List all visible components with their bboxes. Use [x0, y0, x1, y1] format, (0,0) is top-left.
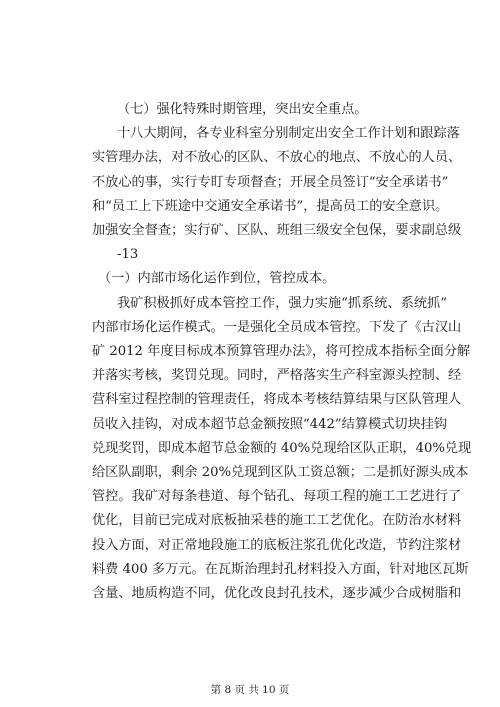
body-line: 实管理办法，对不放心的区队、不放心的地点、不放心的人员、	[92, 150, 462, 165]
body-line: （七）强化特殊时期管理，突出安全重点。	[117, 102, 368, 117]
body-line: 给区队副职，剩余 20%兑现到区队工资总额；二是抓好源头成本	[92, 465, 469, 480]
body-line: 和“员工上下班途中交通安全承诺书”，提高员工的安全意识。	[92, 199, 449, 214]
body-line: 营科室过程控制的管理责任，将成本考核结算结果与区队管理人	[92, 392, 462, 407]
body-line: 含量、地质构造不同，优化改良封孔技术，逐步减少合成树脂和	[92, 586, 462, 601]
body-line: 并落实考核，奖罚兑现。同时，严格落实生产科室源头控制、经	[92, 368, 462, 383]
body-line: 兑现奖罚，即成本超节总金额的 40%兑现给区队正职，40%兑现	[92, 441, 472, 456]
page-number-marker: -13	[117, 247, 139, 262]
body-line: 不放心的事，实行专盯专项督查；开展全员签订“安全承诺书”	[92, 175, 449, 190]
body-line: 我矿积极抓好成本管控工作，强力实施“抓系统、系统抓”	[117, 296, 447, 311]
page-footer: 第 8 页 共 10 页	[210, 684, 290, 696]
body-line: 内部市场化运作模式。一是强化全员成本管控。下发了《古汉山	[92, 320, 462, 335]
body-line: 优化，目前已完成对底板抽采巷的施工工艺优化。在防治水材料	[92, 513, 462, 528]
body-line: 投入方面，对正常地段施工的底板注浆孔优化改造，节约注浆材	[92, 538, 462, 553]
body-line: 十八大期间，各专业科室分别制定出安全工作计划和跟踪落	[117, 126, 460, 141]
section-heading: （一）内部市场化运作到位，管控成本。	[98, 271, 336, 286]
body-line: 加强安全督查；实行矿、区队、班组三级安全包保，要求副总级	[92, 223, 462, 238]
body-line: 矿 2012 年度目标成本预算管理办法》，将可控成本指标全面分解	[92, 344, 471, 359]
body-line: 料费 400 多万元。在瓦斯治理封孔材料投入方面，针对地区瓦斯	[92, 562, 469, 577]
body-line: 管控。我矿对每条巷道、每个钻孔、每项工程的施工工艺进行了	[92, 489, 462, 504]
body-line: 员收入挂钩，对成本超节总金额按照“442”结算模式切块挂钩	[92, 417, 448, 432]
